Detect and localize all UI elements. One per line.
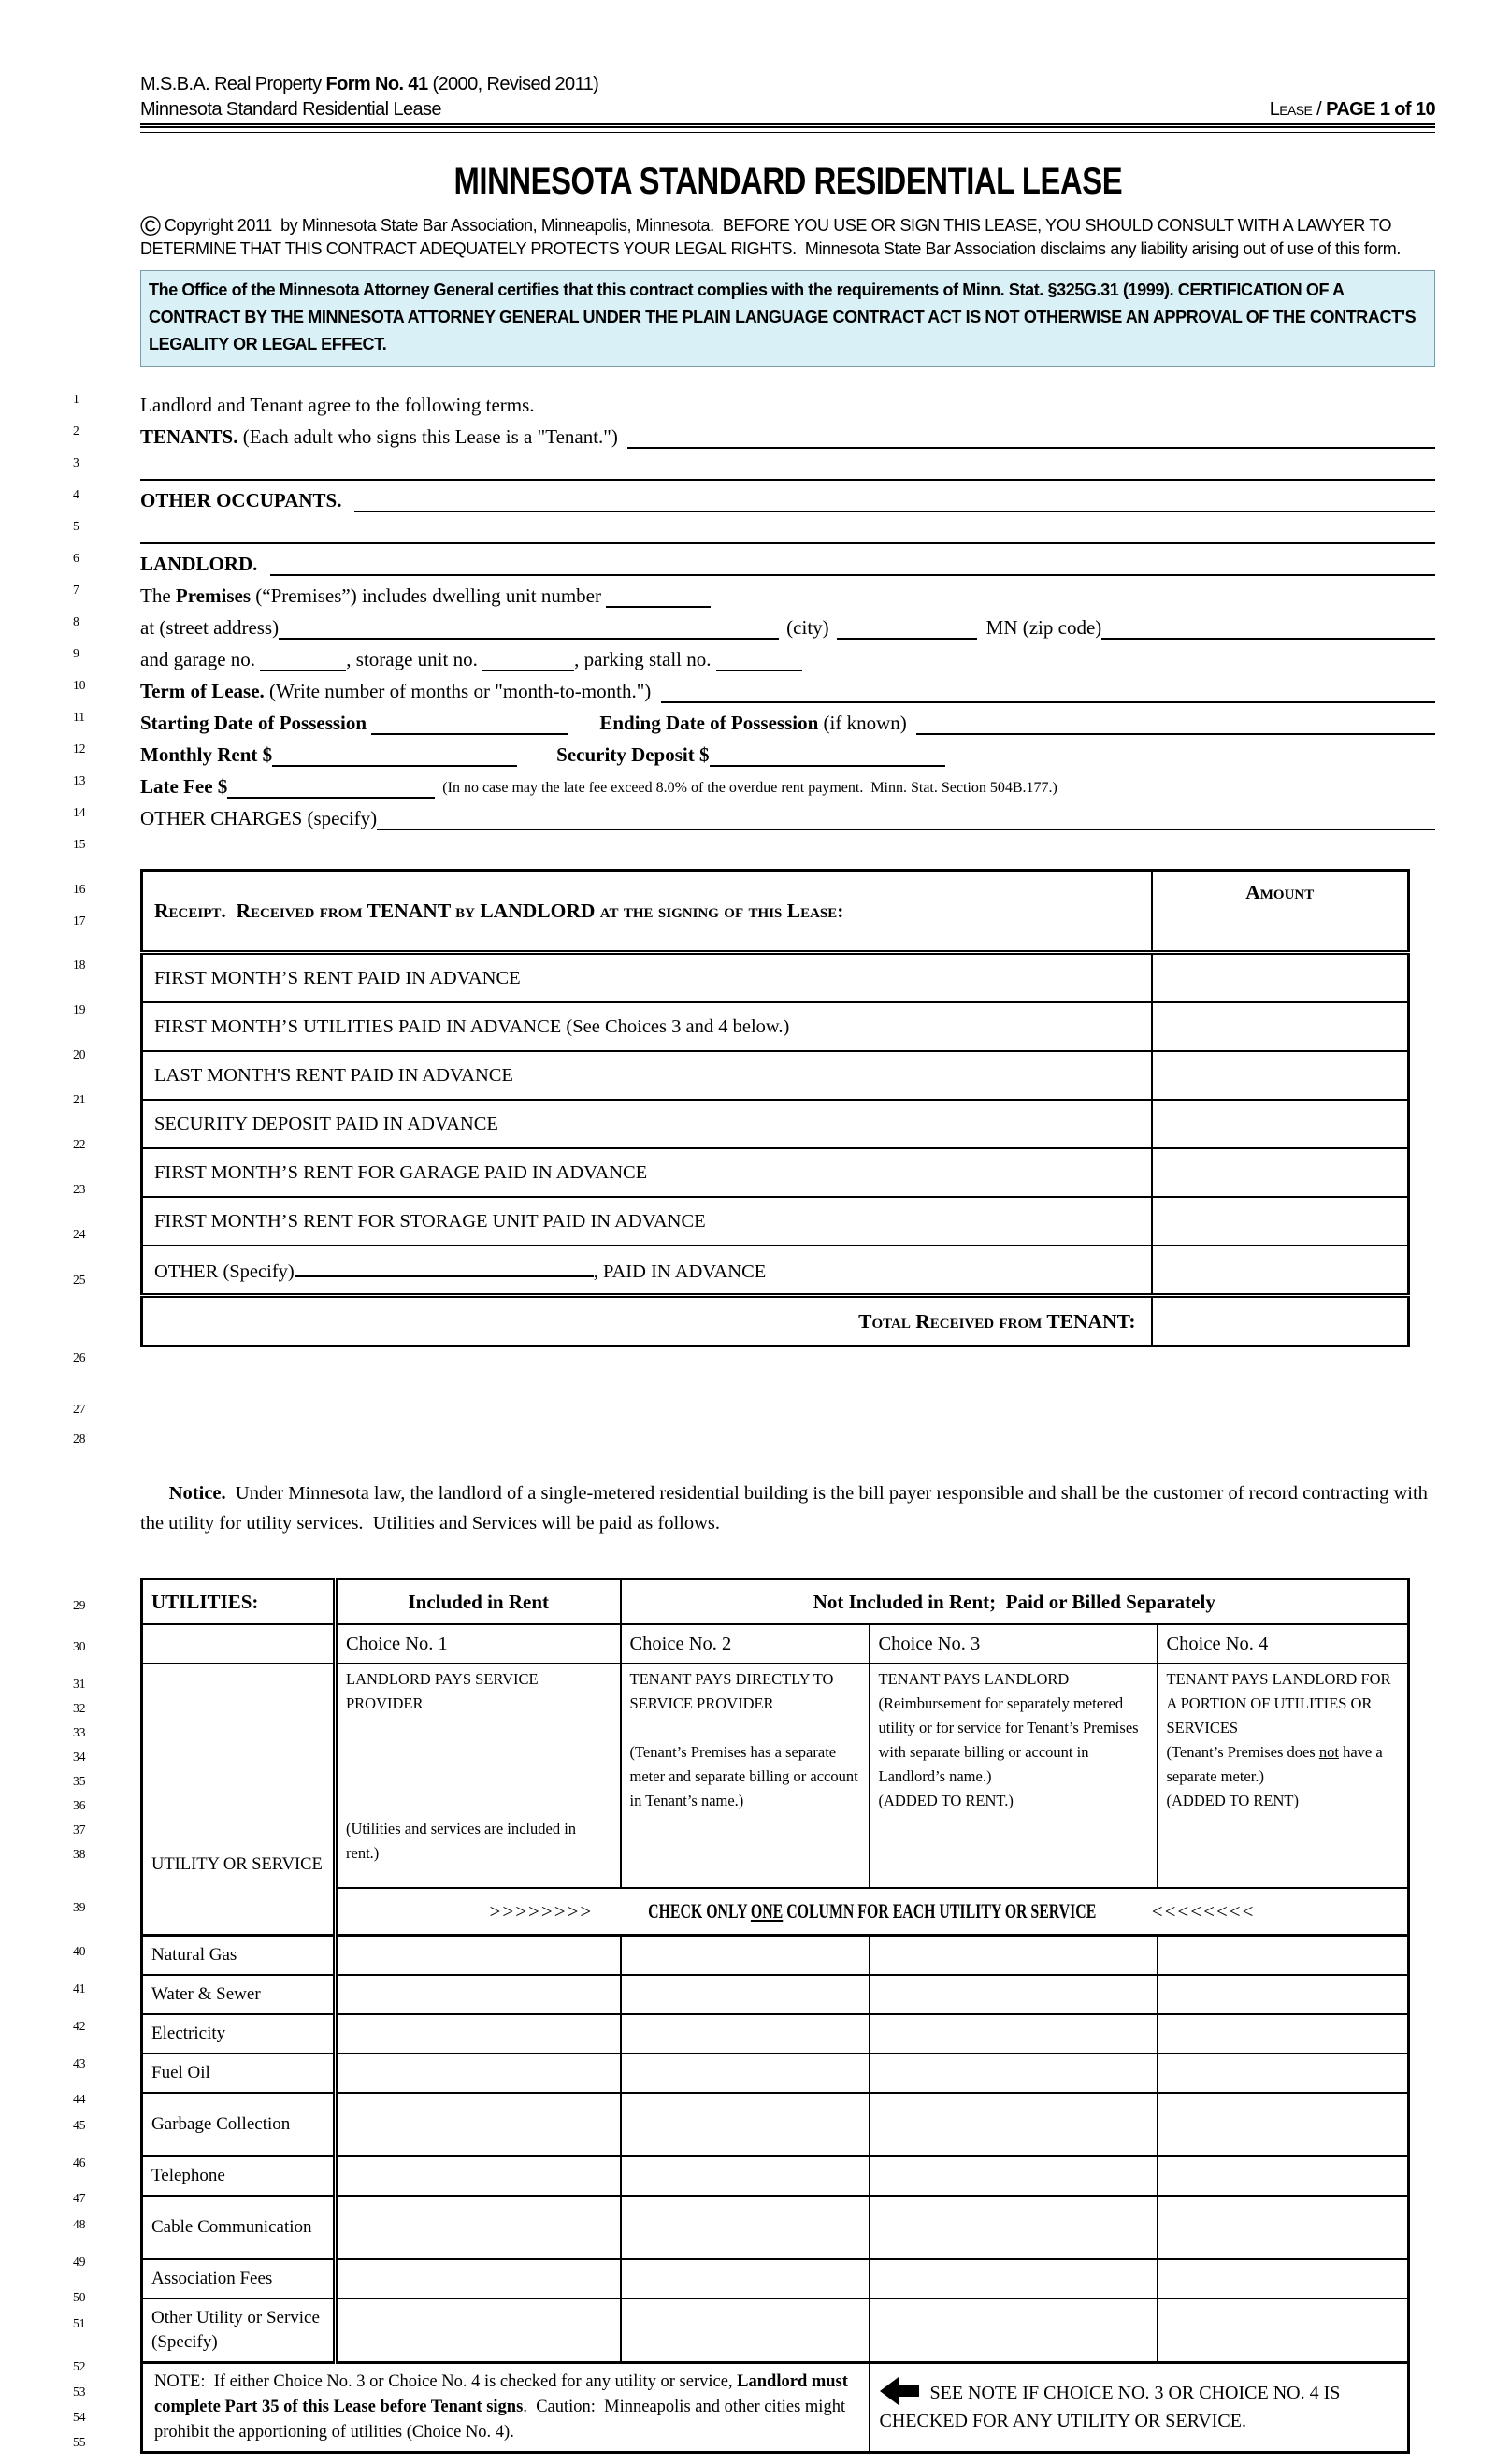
line-number: 36 <box>73 1798 86 1812</box>
choice-2-header: Choice No. 2 <box>621 1624 870 1664</box>
choice-cell[interactable] <box>870 2014 1158 2053</box>
form-number: Form No. 41 <box>325 74 428 94</box>
city-label: (city) <box>786 616 829 639</box>
choice-cell[interactable] <box>336 1936 621 1976</box>
end-date-ifknown: (if known) <box>818 712 917 734</box>
line-number: 35 <box>73 1774 86 1788</box>
not-included-header: Not Included in Rent; Paid or Billed Separately <box>621 1579 1409 1625</box>
line-number: 3 <box>73 455 79 469</box>
not-underlined: not <box>1318 1743 1339 1761</box>
choice-cell[interactable] <box>1158 2196 1409 2259</box>
garage-label: and garage no. <box>140 648 261 670</box>
garage-fill-line[interactable] <box>260 649 346 671</box>
utility-or-service-header <box>142 1664 336 1936</box>
term-fill-line[interactable] <box>661 681 1435 703</box>
choice-4-bottom: (ADDED TO RENT) <box>1166 1792 1299 1809</box>
line-number: 8 <box>73 614 79 628</box>
utility-or-service-text: UTILITY OR SERVICE <box>151 1855 323 1874</box>
copyright-paragraph <box>140 211 1435 261</box>
receipt-row-other <box>142 1246 1152 1296</box>
utility-row-fuel-oil: Fuel Oil <box>142 2053 336 2093</box>
term-line-6 <box>73 544 1435 576</box>
line-number: 25 <box>73 1273 86 1287</box>
street-address-fill-line[interactable] <box>279 617 779 640</box>
utility-row-natural-gas: Natural Gas <box>142 1936 336 1976</box>
choice-cell[interactable] <box>1158 1975 1409 2014</box>
zip-fill-line[interactable] <box>1101 617 1435 640</box>
page-separator: / <box>1312 99 1327 120</box>
choice-cell[interactable] <box>1158 2053 1409 2093</box>
late-fee-statute-note: (In no case may the late fee exceed 8.0% of the overdue rent payment. Minn. Stat. Section 504B.177.) <box>442 780 1057 796</box>
receipt-row-security-deposit: SECURITY DEPOSIT PAID IN ADVANCE <box>142 1100 1152 1148</box>
monthly-rent-label: Monthly Rent $ <box>140 743 273 766</box>
choice-4-description <box>1158 1664 1409 1888</box>
landlord-fill-line[interactable] <box>270 554 1435 576</box>
choice-cell[interactable] <box>1158 2259 1409 2298</box>
amount-cell[interactable] <box>1152 1246 1409 1296</box>
choice-3-header: Choice No. 3 <box>870 1624 1158 1664</box>
choice-3-bottom: (ADDED TO RENT.) <box>878 1792 1014 1809</box>
line-number: 1 <box>73 392 79 406</box>
late-fee-fill-line[interactable] <box>227 776 435 799</box>
choice-cell[interactable] <box>870 2156 1158 2196</box>
amount-cell[interactable] <box>1152 953 1409 1003</box>
page-title: MINNESOTA STANDARD RESIDENTIAL LEASE <box>453 161 1122 202</box>
receipt-table-wrap <box>73 869 1435 1347</box>
end-date-label: Ending Date of Possession <box>599 712 819 734</box>
empty-cell <box>142 1624 336 1664</box>
notice-text: Under Minnesota law, the landlord of a single-metered residential building is the bill payer responsible and shall be the customer of record contracting with the utility for utility services. Utilities and Services will be paid as follows. <box>140 1483 1433 1534</box>
receipt-header: Receipt. Received from TENANT by LANDLORD at the signing of this Lease: <box>142 871 1152 953</box>
utilities-table-wrap <box>73 1578 1435 2454</box>
choice-cell[interactable] <box>336 2259 621 2298</box>
choice-cell[interactable] <box>621 2093 870 2156</box>
left-arrow-icon <box>880 2375 923 2407</box>
line-number: 49 <box>73 2255 86 2269</box>
line-number: 39 <box>73 1900 86 1914</box>
choice-2-bottom: (Tenant’s Premises has a separate meter and separate billing or account in Tenant’s name.) <box>629 1743 858 1809</box>
utility-row-garbage: Garbage Collection <box>142 2093 336 2156</box>
line-number: 18 <box>73 958 86 972</box>
choice-cell[interactable] <box>1158 2298 1409 2363</box>
line-number: 24 <box>73 1227 86 1241</box>
header-rule <box>140 123 1435 133</box>
choice-cell[interactable] <box>621 2196 870 2259</box>
choice-cell[interactable] <box>870 2196 1158 2259</box>
attorney-general-notice: The Office of the Minnesota Attorney General certifies that this contract complies with the requirements of Minn. Stat. §325G.31 (1999). CERTIFICATION OF A CONTRACT BY THE MINNESOTA ATTORNEY GENERAL UNDER THE PLAIN LANGUAGE CONTRACT ACT IS NOT OTHERWISE AN APPROVAL OF THE CONTRACT'S LEGALITY OR LEGAL EFFECT. <box>140 270 1435 367</box>
term-of-lease-label: Term of Lease. <box>140 680 265 702</box>
tenants-desc: (Each adult who signs this Lease is a "Tenant.") <box>237 425 628 448</box>
line-number: 10 <box>73 678 86 692</box>
choice-1-description <box>336 1664 621 1888</box>
other-specify-label: OTHER (Specify) <box>154 1261 295 1282</box>
line-number: 15 <box>73 837 86 851</box>
line-number: 27 <box>73 1402 86 1416</box>
page-indicator <box>1270 98 1435 122</box>
term-line-12 <box>73 735 1435 767</box>
choice-2-description <box>621 1664 870 1888</box>
term-line-1 <box>73 385 1435 417</box>
term-line-4 <box>73 481 1435 512</box>
choice-cell[interactable] <box>621 2156 870 2196</box>
page-number: PAGE 1 of 10 <box>1326 99 1435 120</box>
premises-label: Premises <box>175 584 251 607</box>
other-occupants-fill-line[interactable] <box>354 490 1435 512</box>
choice-cell[interactable] <box>870 2053 1158 2093</box>
term-line-11 <box>73 703 1435 735</box>
term-line-3 <box>73 449 1435 481</box>
line-number: 22 <box>73 1137 86 1151</box>
line-number: 26 <box>73 1350 86 1364</box>
term-line-15 <box>73 830 1435 862</box>
line-number: 28 <box>73 1432 86 1446</box>
line-number: 33 <box>73 1725 86 1739</box>
choice-cell[interactable] <box>336 2093 621 2156</box>
parking-fill-line[interactable] <box>716 649 802 671</box>
term-line-14 <box>73 799 1435 830</box>
amount-cell[interactable] <box>1152 1100 1409 1148</box>
choice-cell[interactable] <box>870 1936 1158 1976</box>
monthly-rent-fill-line[interactable] <box>272 744 517 767</box>
choice-cell[interactable] <box>870 2093 1158 2156</box>
choice-cell[interactable] <box>336 2014 621 2053</box>
other-occupants-label: OTHER OCCUPANTS. <box>140 489 342 512</box>
amount-cell[interactable] <box>1152 1002 1409 1051</box>
start-date-label: Starting Date of Possession <box>140 712 372 734</box>
note-bold-text: Landlord must complete Part 35 of this Lease before Tenant signs <box>154 2372 853 2416</box>
line-number: 13 <box>73 773 86 787</box>
choice-cell[interactable] <box>336 2298 621 2363</box>
utility-row-association-fees: Association Fees <box>142 2259 336 2298</box>
line-number: 20 <box>73 1047 86 1061</box>
line-number: 11 <box>73 710 85 724</box>
term-line-7 <box>73 576 1435 608</box>
line-number: 48 <box>73 2217 86 2231</box>
utilities-header: UTILITIES: <box>142 1579 336 1625</box>
choice-cell[interactable] <box>1158 2093 1409 2156</box>
single-meter-notice <box>73 1389 1435 1568</box>
line-number: 5 <box>73 519 79 533</box>
line-number: 41 <box>73 1981 86 1996</box>
amount-header: Amount <box>1152 871 1409 953</box>
form-number-line <box>140 73 1435 96</box>
choice-cell[interactable] <box>1158 2014 1409 2053</box>
line-number: 16 <box>73 882 86 896</box>
storage-label: , storage unit no. <box>346 648 483 670</box>
one-underlined: ONE <box>751 1899 784 1923</box>
line-number: 19 <box>73 1002 86 1016</box>
choice-4-mid: (Tenant’s Premises does not have a separate meter.) <box>1166 1743 1383 1785</box>
other-specify-fill-line[interactable] <box>295 1257 594 1277</box>
see-note-callout <box>870 2363 1409 2453</box>
form-line-suffix: (2000, Revised 2011) <box>427 74 599 94</box>
line-number: 4 <box>73 487 79 501</box>
choice-1-header: Choice No. 1 <box>336 1624 621 1664</box>
utility-row-telephone: Telephone <box>142 2156 336 2196</box>
utility-row-other: Other Utility or Service (Specify) <box>142 2298 336 2363</box>
line-number: 21 <box>73 1092 86 1106</box>
start-date-fill-line[interactable] <box>371 713 568 735</box>
receipt-row-first-utilities: FIRST MONTH’S UTILITIES PAID IN ADVANCE (See Choices 3 and 4 below.) <box>142 1002 1152 1051</box>
tenants-fill-line[interactable] <box>627 426 1435 449</box>
landlord-label: LANDLORD. <box>140 553 258 575</box>
line-number: 40 <box>73 1944 86 1958</box>
included-header: Included in Rent <box>336 1579 621 1625</box>
line-number: 55 <box>73 2435 86 2449</box>
left-chevrons-icon: <<<<<<<< <box>1151 1900 1256 1923</box>
amount-cell[interactable] <box>1152 1148 1409 1197</box>
total-amount-cell[interactable] <box>1152 1296 1409 1347</box>
amount-cell[interactable] <box>1152 1197 1409 1246</box>
copyright-text: Copyright 2011 by Minnesota State Bar Association, Minneapolis, Minnesota. BEFORE YOU USE OR SIGN THIS LEASE, YOU SHOULD CONSULT WITH A LAWYER TO DETERMINE THAT THIS CONTRACT ADEQUATELY PROTECTS YOUR LEGAL RIGHTS. Minnesota State Bar Association disclaims any liability arising out of use of this form. <box>140 216 1401 258</box>
other-charges-fill-line[interactable] <box>377 808 1435 830</box>
check-one-column-banner: >>>>>>>> CHECK ONLY ONE COLUMN FOR EACH UTILITY OR SERVICE <<<<<<<< <box>336 1888 1409 1936</box>
agreement-intro: Landlord and Tenant agree to the following terms. <box>140 394 535 416</box>
choice-3-mid: (Reimbursement for separately metered utility or for service for Tenant’s Premises with separate billing or account in Landlord’s name.) <box>878 1694 1139 1785</box>
utility-row-electricity: Electricity <box>142 2014 336 2053</box>
choice-cell[interactable] <box>621 1975 870 2014</box>
late-fee-label: Late Fee $ <box>140 775 228 798</box>
term-line-9 <box>73 640 1435 671</box>
receipt-row-garage: FIRST MONTH’S RENT FOR GARAGE PAID IN ADVANCE <box>142 1148 1152 1197</box>
line-number: 12 <box>73 742 86 756</box>
choice-cell[interactable] <box>870 1975 1158 2014</box>
term-line-5 <box>73 512 1435 544</box>
unit-number-fill-line[interactable] <box>606 585 711 608</box>
receipt-row-storage: FIRST MONTH’S RENT FOR STORAGE UNIT PAID IN ADVANCE <box>142 1197 1152 1246</box>
total-received-label: Total Received from TENANT: <box>142 1296 1152 1347</box>
line-number: 53 <box>73 2385 86 2399</box>
utility-row-water-sewer: Water & Sewer <box>142 1975 336 2014</box>
line-number: 45 <box>73 2118 86 2132</box>
choice-1-bottom: (Utilities and services are included in rent.) <box>346 1820 577 1862</box>
lease-tab-label: Lease <box>1269 99 1313 120</box>
form-line-prefix: M.S.B.A. Real Property <box>140 74 326 94</box>
line-number: 38 <box>73 1847 86 1861</box>
copyright-icon: © <box>140 211 161 242</box>
line-number: 30 <box>73 1639 86 1653</box>
line-number: 50 <box>73 2290 86 2304</box>
blank-line-26 <box>73 1347 1435 1376</box>
line-number: 44 <box>73 2092 86 2106</box>
city-fill-line[interactable] <box>837 617 977 640</box>
receipt-row-first-rent: FIRST MONTH’S RENT PAID IN ADVANCE <box>142 953 1152 1003</box>
document-name: Minnesota Standard Residential Lease <box>140 99 441 120</box>
amount-cell[interactable] <box>1152 1051 1409 1100</box>
choice-4-top: TENANT PAYS LANDLORD FOR A PORTION OF UTILITIES OR SERVICES <box>1166 1670 1391 1736</box>
line-number: 54 <box>73 2410 86 2424</box>
line-number: 17 <box>73 914 86 928</box>
line-number: 46 <box>73 2155 86 2169</box>
line-number: 37 <box>73 1823 86 1837</box>
other-charges-label: OTHER CHARGES (specify) <box>140 807 378 829</box>
choice-cell[interactable] <box>870 2298 1158 2363</box>
other-paid-label: , PAID IN ADVANCE <box>593 1261 767 1282</box>
choice-cell[interactable] <box>336 1975 621 2014</box>
choice-cell[interactable] <box>621 2259 870 2298</box>
parking-label: , parking stall no. <box>574 648 716 670</box>
other-occupants-fill-line-2[interactable] <box>140 522 1435 544</box>
choice-cell[interactable] <box>336 2053 621 2093</box>
security-deposit-label: Security Deposit $ <box>556 743 710 766</box>
see-note-text: SEE NOTE IF CHOICE NO. 3 OR CHOICE NO. 4 IS CHECKED FOR ANY UTILITY OR SERVICE. <box>879 2383 1341 2431</box>
note-part-35: NOTE: If either Choice No. 3 or Choice No. 4 is checked for any utility or service, Landlord must complete Part 35 of this Lease before Tenant signs. Caution: Minneapolis and other cities might prohibit the apportioning of utilities (Choice No. 4). <box>142 2363 870 2453</box>
street-address-label: at (street address) <box>140 616 280 639</box>
tenants-fill-line-2[interactable] <box>140 458 1435 481</box>
line-number: 51 <box>73 2316 86 2330</box>
choice-3-description <box>870 1664 1158 1888</box>
line-number: 6 <box>73 551 79 565</box>
choice-4-header: Choice No. 4 <box>1158 1624 1409 1664</box>
line-number: 31 <box>73 1677 86 1691</box>
line-number: 47 <box>73 2191 86 2205</box>
choice-2-top: TENANT PAYS DIRECTLY TO SERVICE PROVIDER <box>629 1670 834 1712</box>
premises-desc: (“Premises”) includes dwelling unit number <box>251 584 607 607</box>
line-number: 42 <box>73 2019 86 2033</box>
line-number: 43 <box>73 2056 86 2070</box>
utilities-table <box>140 1578 1410 2454</box>
choice-cell[interactable] <box>870 2259 1158 2298</box>
security-deposit-fill-line[interactable] <box>710 744 945 767</box>
end-date-fill-line[interactable] <box>916 713 1435 735</box>
choice-cell[interactable] <box>621 2014 870 2053</box>
line-number: 9 <box>73 646 79 660</box>
lease-terms <box>73 385 1435 862</box>
line-number: 23 <box>73 1182 86 1196</box>
term-line-8 <box>73 608 1435 640</box>
term-line-13 <box>73 767 1435 799</box>
choice-cell[interactable] <box>1158 2156 1409 2196</box>
page-header <box>140 73 1435 133</box>
choice-cell[interactable] <box>621 1936 870 1976</box>
choice-cell[interactable] <box>336 2196 621 2259</box>
line-number: 7 <box>73 583 79 597</box>
choice-cell[interactable] <box>1158 1936 1409 1976</box>
zip-label: MN (zip code) <box>985 616 1102 639</box>
choice-3-top: TENANT PAYS LANDLORD <box>878 1670 1070 1688</box>
line-number: 29 <box>73 1598 86 1612</box>
term-line-10 <box>73 671 1435 703</box>
utility-row-cable: Cable Communication <box>142 2196 336 2259</box>
receipt-table <box>140 869 1410 1347</box>
line-number: 32 <box>73 1701 86 1715</box>
line-number: 14 <box>73 805 86 819</box>
line-number: 34 <box>73 1750 86 1764</box>
storage-fill-line[interactable] <box>482 649 574 671</box>
right-chevrons-icon: >>>>>>>> <box>489 1900 594 1923</box>
premises-pre: The <box>140 584 176 607</box>
choice-cell[interactable] <box>621 2053 870 2093</box>
line-number: 2 <box>73 424 79 438</box>
choice-1-top: LANDLORD PAYS SERVICE PROVIDER <box>346 1670 539 1712</box>
term-line-2 <box>73 417 1435 449</box>
choice-cell[interactable] <box>621 2298 870 2363</box>
line-number: 52 <box>73 2359 86 2373</box>
tenants-label: TENANTS. <box>140 425 238 448</box>
notice-label: Notice. <box>168 1483 226 1504</box>
receipt-row-last-rent: LAST MONTH'S RENT PAID IN ADVANCE <box>142 1051 1152 1100</box>
term-of-lease-desc: (Write number of months or "month-to-month.") <box>264 680 661 702</box>
choice-cell[interactable] <box>336 2156 621 2196</box>
